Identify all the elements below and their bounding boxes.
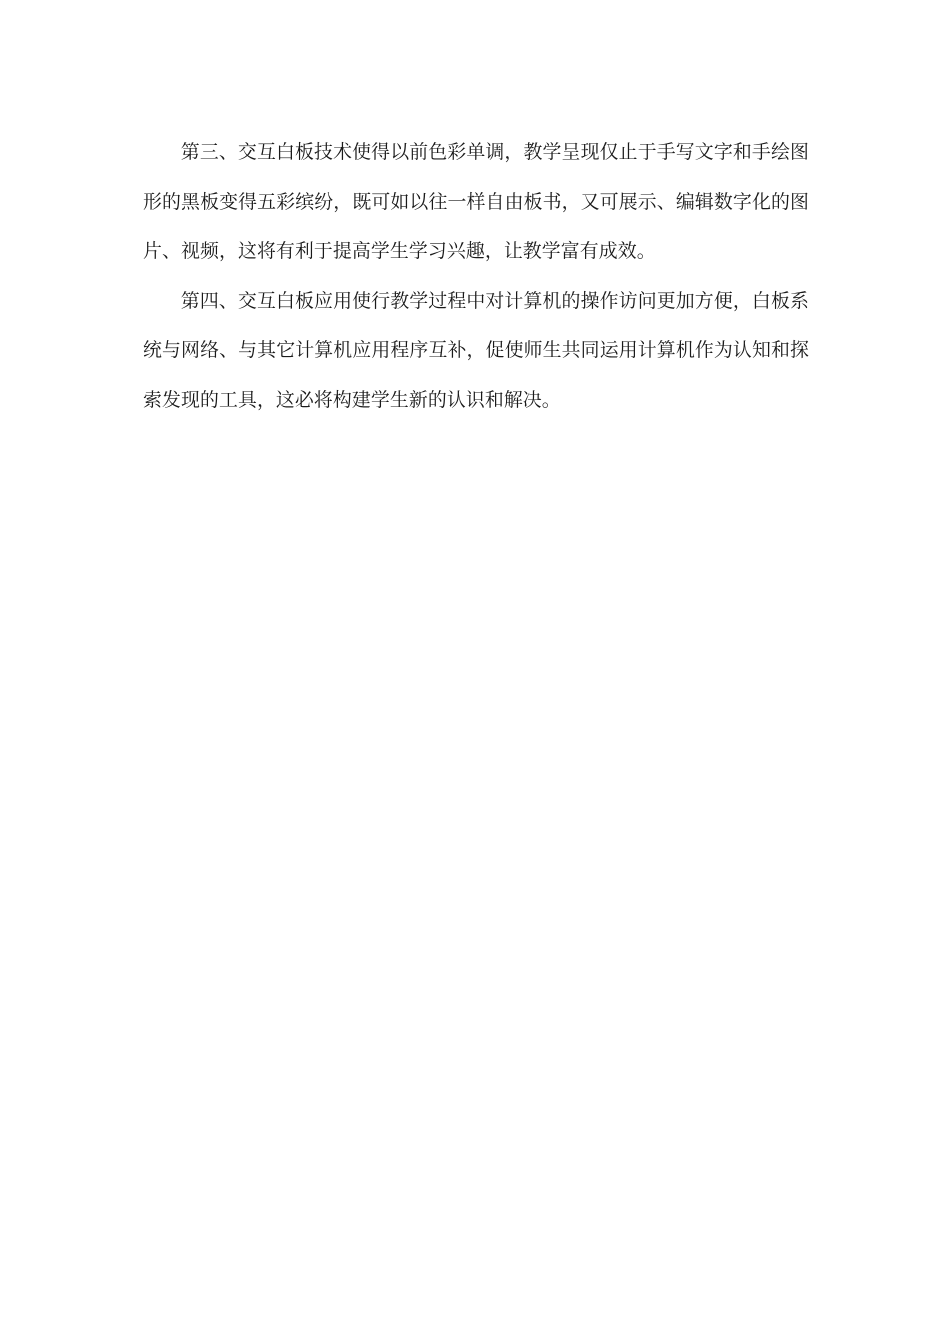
document-body xyxy=(143,128,809,425)
paragraph-third: 第三、交互白板技术使得以前色彩单调，教学呈现仅止于手写文字和手绘图形的黑板变得五彩缤纷，既可如以往一样自由板书，又可展示、编辑数字化的图片、视频，这将有利于提高学生学习兴趣，让教学富有成效。 xyxy=(143,141,809,262)
paragraph-fourth: 第四、交互白板应用使行教学过程中对计算机的操作访问更加方便，白板系统与网络、与其它计算机应用程序互补，促使师生共同运用计算机作为认知和探索发现的工具，这必将构建学生新的认识和解决。 xyxy=(143,289,809,411)
